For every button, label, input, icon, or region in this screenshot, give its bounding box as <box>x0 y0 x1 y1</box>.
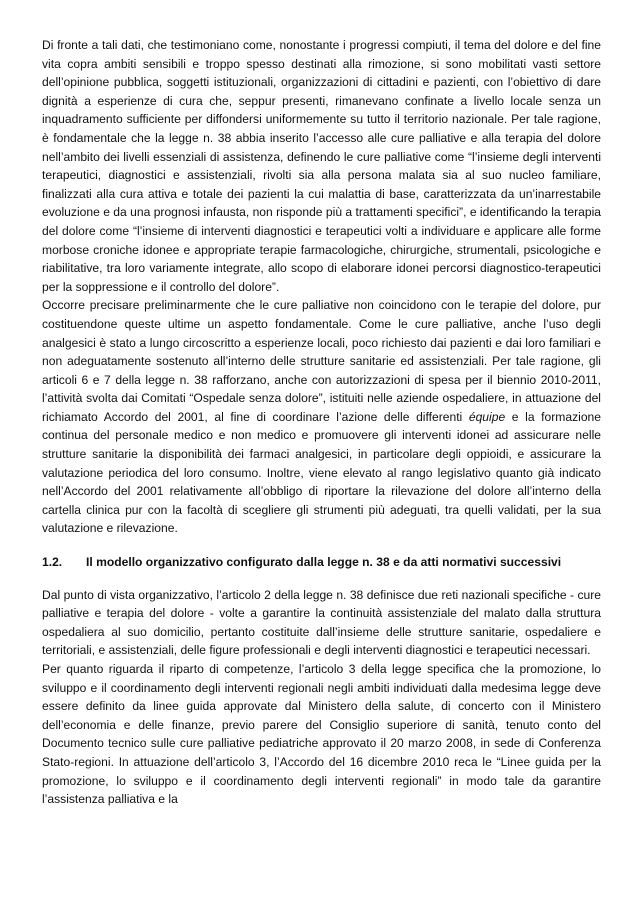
paragraph-intro: Di fronte a tali dati, che testimoniano come, nonostante i progressi compiuti, il tema del dolore e del fine vita copra ambiti sensibili e troppo spesso destinati alla rimozione, si sono mobilitati vasti settore dell’opinione pubblica, soggetti istituzionali, organizzazioni di cittadini e pazienti, con l’obiettivo di dare dignità a esperienze di cura che, seppur presenti, rimanevano confinate a livello locale senza un inquadramento sufficiente per diffondersi uniformemente su tutto il territorio nazionale. Per tale ragione, è fondamentale che la legge n. 38 abbia inserito l’accesso alle cure palliative e alla terapia del dolore nell’ambito dei livelli essenziali di assistenza, definendo le cure palliative come “l’insieme degli interventi terapeutici, diagnostici e assistenziali, rivolti sia alla persona malata sia al suo nucleo familiare, finalizzati alla cura attiva e totale dei pazienti la cui malattia di base, caratterizzata da un’inarrestabile evoluzione e da una prognosi infausta, non risponde più a trattamenti specifici”, e identificando la terapia del dolore come “l’insieme di interventi diagnostici e terapeutici volti a individuare e applicare alle forme morbose croniche idonee e appropriate terapie farmacologiche, chirurgiche, strumentali, psicologiche e riabilitative, tra loro variamente integrate, allo scopo di elaborare idonei percorsi diagnostico-terapeutici per la soppressione e il controllo del dolore”. <box>42 38 601 294</box>
paragraph-analgesics-italic-word: équipe <box>468 409 506 424</box>
paragraph-competences: Per quanto riguarda il riparto di competenze, l’articolo 3 della legge specifica che la promozione, lo sviluppo e il coordinamento degli interventi regionali negli ambiti individuati dalla medesima legge deve essere definito da linee guida approvate dal Ministero della salute, di concerto con il Ministero dell’economia e delle finanze, previo parere del Consiglio superiore di sanità, tenuto conto del Documento tecnico sulle cure palliative pediatriche approvato il 20 marzo 2008, in sede di Conferenza Stato-regioni. In attuazione dell’articolo 3, l’Accordo del 16 dicembre 2010 reca le “Linee guida per la promozione, lo sviluppo e il coordinamento degli interventi regionali” in modo tale da garantire l’assistenza palliativa e la <box>42 662 601 807</box>
paragraph-analgesics-text-b: e la formazione continua del personale medico e non medico e promuovere gli interventi idonei ad assicurare nelle strutture sanitarie la disponibilità dei farmaci analgesici, in particolare degli oppioidi, e assicurare la valutazione periodica del loro consumo. Inoltre, viene elevato al rango legislativo quanto già indicato nell’Accordo del 2001 relativamente all’obbligo di riportare la rilevazione del dolore all’interno della cartella clinica pur con la facoltà di scegliere gli strumenti più adeguati, tra quelli validati, per la sua valutazione e rilevazione. <box>42 409 601 536</box>
paragraph-organization: Dal punto di vista organizzativo, l’articolo 2 della legge n. 38 definisce due reti nazionali specifiche - cure palliative e terapia del dolore - volte a garantire la continuità assistenziale del malato dalla struttura ospedaliera al suo domicilio, pertanto costituite dall’insieme delle strutture sanitarie, ospedaliere e territoriali, e assistenziali, delle figure professionali e degli interventi diagnostici e terapeutici necessari. <box>42 587 601 658</box>
paragraph-analgesics <box>42 296 601 538</box>
section-heading <box>42 553 601 572</box>
paragraph-analgesics-text-a: Occorre precisare preliminarmente che le cure palliative non coincidono con le terapie del dolore, pur costituendone queste ultime un aspetto fondamentale. Come le cure palliative, anche l’uso degli analgesici è stato a lungo circoscritto a esperienze locali, poco richiesto dai pazienti e dai loro familiari e non adeguatamente sostenuto all’interno delle strutture sanitarie ed assistenziali. Per tale ragione, gli articoli 6 e 7 della legge n. 38 rafforzano, anche con autorizzazioni di spesa per il biennio 2010-2011, l’attività svolta dai Comitati “Ospedale senza dolore”, istituiti nelle aziende ospedaliere, in attuazione del richiamato Accordo del 2001, al fine di coordinare l’azione delle differenti <box>42 298 601 424</box>
document-page <box>42 36 601 809</box>
section-heading-title: Il modello organizzativo configurato dalla legge n. 38 e da atti normativi successivi <box>86 555 562 570</box>
section-heading-number: 1.2. <box>42 555 63 570</box>
